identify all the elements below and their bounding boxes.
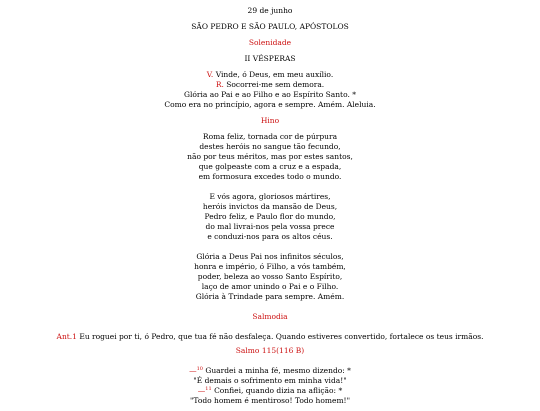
antiphon-text: Eu roguei por ti, ó Pedro, que tua fé não desfaleça. Quando estiveres convertido, fortalece os teus irmãos. — [79, 332, 484, 341]
versicle-marker: V. — [206, 70, 214, 79]
psalmody-title: Salmodia — [252, 312, 288, 321]
psalm-verse — [0, 366, 540, 386]
hour-title: II VÉSPERAS — [244, 54, 296, 63]
hymn-line: honra e império, ó Filho, a vós também, — [194, 262, 346, 271]
verse-text: Confiei, quando dizia na aflição: * — [214, 386, 343, 395]
response-line — [0, 80, 540, 90]
psalm-verse-line: "É demais o sofrimento em minha vida!" — [193, 376, 347, 385]
versicle-line — [0, 70, 540, 80]
hymn-line: heróis invictos da mansão de Deus, — [202, 202, 338, 211]
doxology-line: Como era no princípio, agora e sempre. Amém. Aleluia. — [164, 100, 376, 109]
antiphon-line — [0, 332, 540, 342]
hymn-line: em formosura excedes todo o mundo. — [198, 172, 342, 181]
date-line: 29 de junho — [247, 6, 293, 15]
hymn-stanza — [0, 252, 540, 302]
psalm-verse-line — [0, 386, 540, 396]
hymn-line: Pedro feliz, e Paulo flor do mundo, — [204, 212, 336, 221]
hymn-line: Glória a Deus Pai nos infinitos séculos, — [196, 252, 344, 261]
feast-title: SÃO PEDRO E SÃO PAULO, APÓSTOLOS — [191, 22, 349, 31]
verse-text: Guardei a minha fé, mesmo dizendo: * — [205, 366, 351, 375]
response-text: Socorrei-me sem demora. — [226, 80, 325, 89]
hymn-stanza — [0, 132, 540, 182]
hymn-line: poder, beleza ao vosso Santo Espírito, — [197, 272, 343, 281]
hymn-line: do mal livrai-nos pela vossa prece — [205, 222, 335, 231]
psalm-verse-line — [0, 366, 540, 376]
hymn-line: Glória à Trindade para sempre. Amém. — [195, 292, 345, 301]
hymn-line: e conduzi-nos para os altos céus. — [207, 232, 333, 241]
verse-dash: — — [189, 366, 197, 375]
hymn-line: que golpeaste com a cruz e a espada, — [198, 162, 342, 171]
psalm-title: Salmo 115(116 B) — [235, 346, 305, 355]
office-page — [0, 6, 540, 411]
hymn-line: não por teus méritos, mas por estes santos, — [187, 152, 353, 161]
verse-number: 10 — [196, 366, 203, 372]
verse-dash: — — [197, 386, 206, 395]
versicle-text: Vinde, ó Deus, em meu auxílio. — [215, 70, 334, 79]
hymn-line: laço de amor unindo o Pai e o Filho. — [201, 282, 339, 291]
verse-number: 11 — [205, 386, 212, 392]
hymn-stanza — [0, 192, 540, 242]
psalm-verse — [0, 386, 540, 406]
rank-label: Solenidade — [248, 38, 292, 47]
antiphon-marker: Ant.1 — [56, 332, 77, 341]
hymn-line: destes heróis no sangue tão fecundo, — [199, 142, 341, 151]
hymn-line: Roma feliz, tornada cor de púrpura — [202, 132, 338, 141]
hymn-line: E vós agora, gloriosos mártires, — [209, 192, 331, 201]
hymn-title: Hino — [260, 116, 280, 125]
psalm-verse-line: "Todo homem é mentiroso! Todo homem!" — [189, 396, 351, 405]
response-marker: R. — [215, 80, 224, 89]
doxology-line: Glória ao Pai e ao Filho e ao Espírito Santo. * — [184, 90, 356, 99]
